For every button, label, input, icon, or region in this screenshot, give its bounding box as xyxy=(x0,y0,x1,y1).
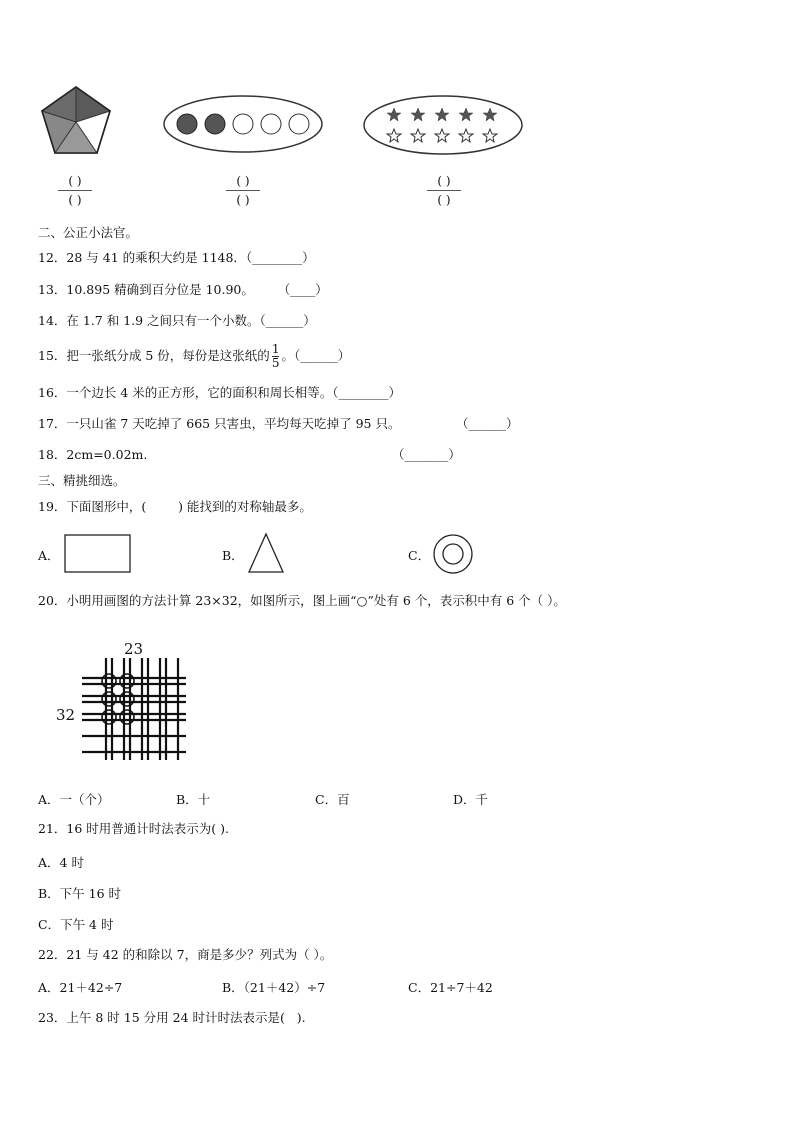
question-12 xyxy=(38,250,315,266)
rectangle-shape xyxy=(64,534,132,574)
question-number: 12． xyxy=(38,250,67,265)
concentric-circles-shape xyxy=(432,533,474,575)
q20-option-d[interactable]: D．千 xyxy=(453,792,489,807)
section-2-title: 二、公正小法官。 xyxy=(38,225,139,240)
section-3-title: 三、精挑细选。 xyxy=(38,473,126,488)
question-number: 18． xyxy=(38,447,67,462)
question-text-before: 把一张纸分成 5 份，每份是这张纸的 xyxy=(66,348,270,363)
triangle-shape xyxy=(246,532,286,574)
question-number: 14． xyxy=(38,313,67,328)
circles-oval-figure xyxy=(162,94,324,154)
question-text-after: 。（______） xyxy=(281,348,351,363)
option-label: B． xyxy=(222,548,244,563)
question-16 xyxy=(38,385,401,401)
question-text: 在 1.7 和 1.9 之间只有一个小数。（______） xyxy=(66,313,316,328)
q20-option-a[interactable]: A．一（个） xyxy=(38,792,110,807)
question-text: 一个边长 4 米的正方形，它的面积和周长相等。（________） xyxy=(66,385,402,400)
q22-option-c[interactable]: C．21÷7＋42 xyxy=(408,980,493,995)
fraction-one-fifth: $\frac{1}{5}$ xyxy=(271,342,280,370)
option-label: C． xyxy=(408,548,431,563)
fraction-blank-1[interactable]: ( ) ( ) xyxy=(52,174,98,207)
q20-option-c[interactable]: C．百 xyxy=(315,792,350,807)
question-19-stem: 19．下面图形中，( ) 能找到的对称轴最多。 xyxy=(38,499,312,514)
question-text: 28 与 41 的乘积大约是 1148．（________） xyxy=(66,250,315,265)
question-23-stem: 23．上午 8 时 15 分用 24 时计时法表示是( ). xyxy=(38,1010,306,1025)
stars-oval-figure xyxy=(362,94,524,156)
q22-option-a[interactable]: A．21＋42÷7 xyxy=(38,980,123,995)
question-number: 13． xyxy=(38,282,67,297)
question-14 xyxy=(38,313,316,329)
option-label: A． xyxy=(38,548,60,563)
q20-option-b[interactable]: B．十 xyxy=(176,792,211,807)
q22-option-b[interactable]: B．（21＋42）÷7 xyxy=(222,980,326,995)
pentagon-figure xyxy=(38,84,114,158)
question-18-blank[interactable]: （_______） xyxy=(392,447,461,462)
question-15 xyxy=(38,341,350,371)
q21-option-c[interactable]: C．下午 4 时 xyxy=(38,917,114,932)
question-text: 2cm=0.02m. xyxy=(66,447,148,462)
question-number: 17． xyxy=(38,416,67,431)
line-multiplication-figure xyxy=(80,656,190,764)
q21-option-b[interactable]: B．下午 16 时 xyxy=(38,886,122,901)
q19-option-c[interactable] xyxy=(408,546,430,564)
figure-top-label: 23 xyxy=(124,640,144,658)
question-22-stem: 22．21 与 42 的和除以 7，商是多少？列式为（ ）。 xyxy=(38,947,333,962)
question-text: 一只山雀 7 天吃掉了 665 只害虫，平均每天吃掉了 95 只。 xyxy=(66,416,401,431)
figure-left-label: 32 xyxy=(56,706,76,724)
question-17-blank[interactable]: （______） xyxy=(456,416,519,431)
q19-option-a[interactable] xyxy=(38,534,60,563)
question-20-stem: 20．小明用画图的方法计算 23×32，如图所示，图上画“○”处有 6 个，表示积中有 6 个（ ）。 xyxy=(38,593,566,608)
question-number: 15． xyxy=(38,348,67,363)
q21-option-a[interactable]: A．4 时 xyxy=(38,855,84,870)
fraction-blank-3[interactable]: ( ) ( ) xyxy=(421,174,467,207)
q19-option-b[interactable] xyxy=(222,546,244,564)
question-text: 10.895 精确到百分位是 10.90。 （____） xyxy=(66,282,328,297)
question-18 xyxy=(38,447,147,463)
fraction-blank-2[interactable]: ( ) ( ) xyxy=(220,174,266,207)
question-21-stem: 21．16 时用普通计时法表示为( ). xyxy=(38,821,229,836)
question-17 xyxy=(38,416,400,432)
question-number: 16． xyxy=(38,385,67,400)
question-13 xyxy=(38,282,328,298)
